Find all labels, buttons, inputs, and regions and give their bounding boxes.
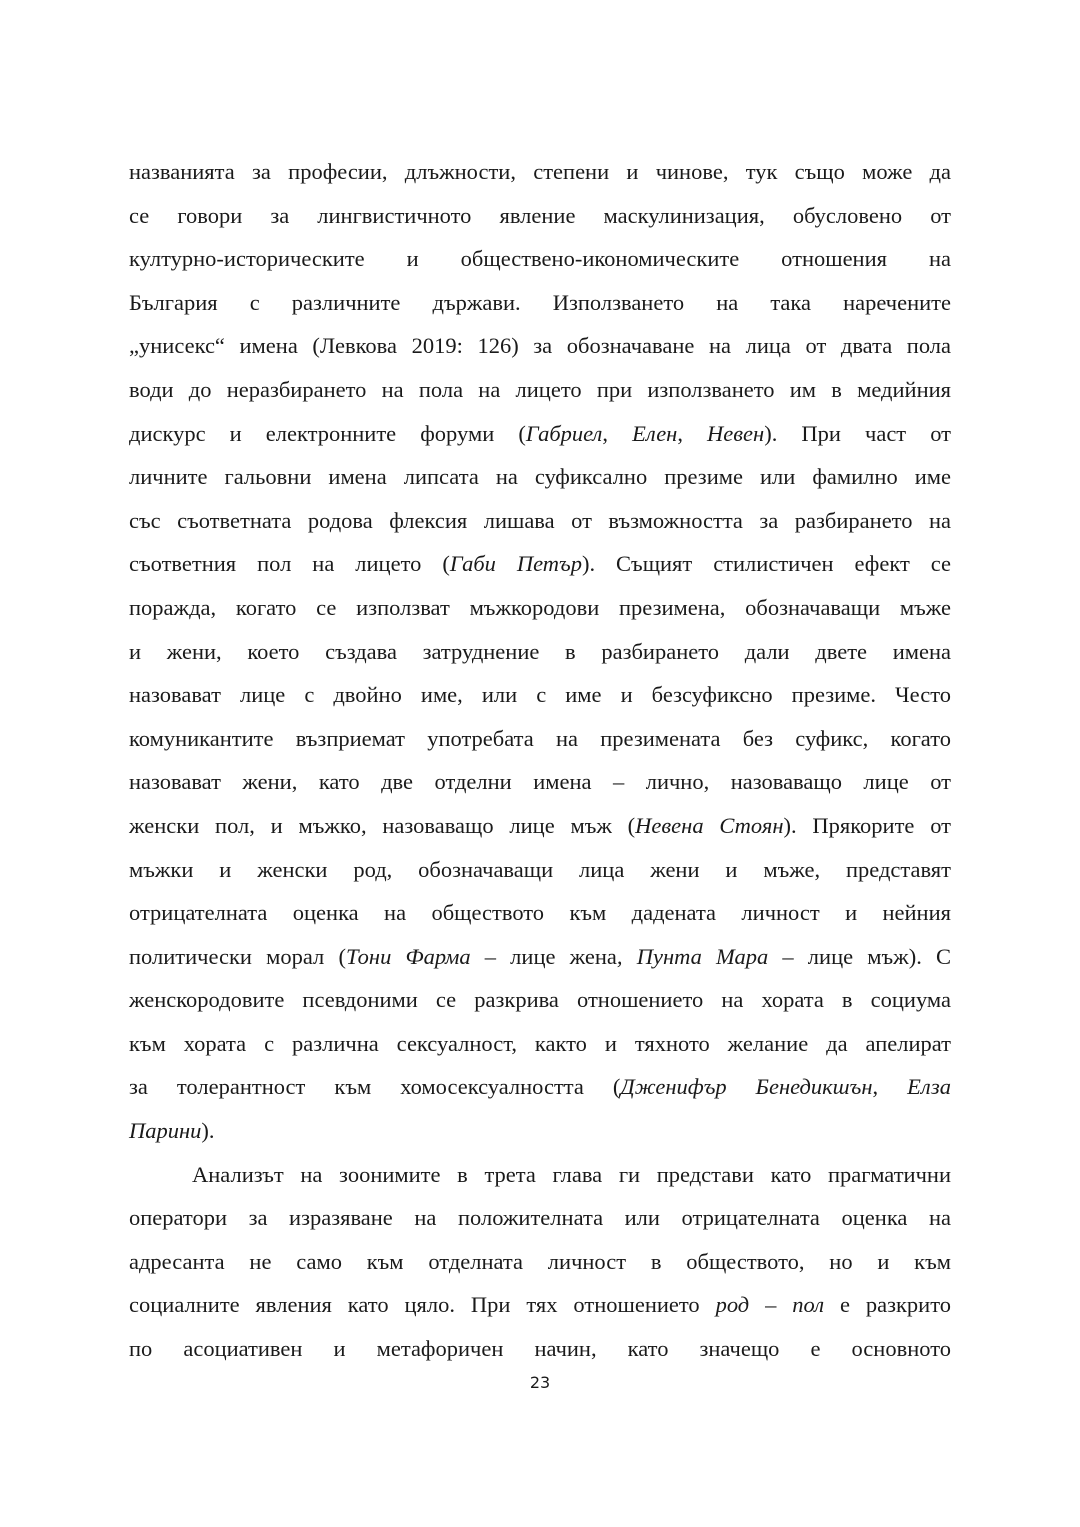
text-segment: комуникантите възприемат употребата на презимената без суфикс, когато [129, 725, 951, 751]
text-segment: ). При част от [764, 420, 951, 446]
text-segment: България с различните държави. Използването на така наречените [129, 289, 951, 315]
text-segment: личните гальовни имена липсата на суфиксално презиме или фамилно име [129, 464, 951, 490]
italic-segment: Невена Стоян [635, 812, 784, 838]
text-line [129, 1196, 951, 1240]
text-segment: със съответната родова флексия лишава от възможността за разбирането на [129, 507, 951, 533]
text-segment: води до неразбирането на пола на лицето при използването им в медийния [129, 376, 951, 402]
italic-segment: Пунта Мара [636, 943, 769, 969]
text-segment: е разкрито [824, 1292, 951, 1318]
text-segment: названията за професии, длъжности, степени и чинове, тук също може да [129, 159, 951, 184]
text-line [129, 150, 951, 194]
italic-segment: Дженифър Бенедикшън [620, 1074, 873, 1100]
text-segment: , [602, 420, 633, 446]
text-segment: назовават лице с двойно име, или с име и безсуфиксно презиме. Често [129, 682, 951, 708]
text-segment: адресанта не само към отделната личност в обществото, но и към [129, 1248, 951, 1274]
text-line [129, 848, 951, 892]
italic-segment: род – пол [715, 1292, 825, 1318]
italic-segment: Елен [632, 420, 678, 446]
text-segment: оператори за изразяване на положителната или отрицателната оценка на [129, 1205, 951, 1231]
text-segment: – лице жена [470, 943, 617, 969]
text-segment: , [677, 420, 708, 446]
text-segment: женски пол, и мъжко, назоваващо лице мъж ( [129, 812, 636, 838]
text-line [129, 542, 951, 586]
text-segment: поражда, когато се използват мъжкородови презимена, обозначаващи мъже [129, 594, 951, 620]
text-segment: ). Същият стилистичен ефект се [581, 551, 951, 577]
italic-segment: Елза [907, 1074, 952, 1100]
text-segment: съответния пол на лицето ( [129, 551, 450, 577]
italic-segment: Габриел [525, 420, 603, 446]
text-line [129, 1327, 951, 1371]
text-segment: за толерантност към хомосексуалността ( [129, 1074, 621, 1100]
text-line [129, 412, 951, 456]
text-segment: Анализът на зоонимите в трета глава ги представи като прагматични [192, 1161, 951, 1187]
text-segment: социалните явления като цяло. При тях отношението [129, 1292, 716, 1318]
italic-segment: Парини [129, 1118, 202, 1144]
italic-segment: Габи Петър [449, 551, 582, 577]
text-segment: женскородовите псевдоними се разкрива отношението на хората в социума [129, 987, 951, 1013]
text-segment: се говори за лингвистичното явление маскулинизация, обусловено от [129, 202, 951, 228]
text-line [129, 1065, 951, 1109]
text-segment: „унисекс“ имена (Левкова 2019: 126) за обозначаване на лица от двата пола [129, 333, 951, 359]
italic-segment: , [616, 943, 623, 969]
text-line [129, 978, 951, 1022]
text-line [129, 1283, 951, 1327]
text-line [129, 237, 951, 281]
text-segment: културно-историческите и обществено-икономическите отношения на [129, 246, 951, 272]
page-body [129, 150, 951, 1371]
text-line [129, 891, 951, 935]
text-segment: дискурс и електронните форуми ( [129, 420, 526, 446]
italic-segment: Невен [707, 420, 765, 446]
text-segment: и жени, което създава затруднение в разбирането дали двете имена [129, 638, 951, 664]
text-line [129, 630, 951, 674]
text-line [129, 281, 951, 325]
text-line [129, 673, 951, 717]
text-segment: мъжки и женски род, обозначаващи лица жени и мъже, представят [129, 856, 951, 882]
text-line [129, 935, 951, 979]
text-line [129, 1153, 951, 1197]
text-line [129, 194, 951, 238]
text-segment: политически морал ( [129, 943, 346, 969]
text-segment: отрицателната оценка на обществото към дадената личност и нейния [129, 900, 951, 926]
text-segment: по асоциативен и метафоричен начин, като значещо е основното [129, 1336, 951, 1362]
text-line [129, 586, 951, 630]
text-segment: ). Прякорите от [783, 812, 951, 838]
text-segment [623, 944, 637, 969]
text-line [129, 499, 951, 543]
text-line [129, 760, 951, 804]
text-segment: назовават жени, като две отделни имена – лично, назоваващо лице от [129, 769, 951, 795]
italic-segment: Тони Фарма [345, 943, 471, 969]
text-line [129, 324, 951, 368]
text-segment: – лице мъж). С [768, 943, 951, 969]
page-number: 23 [529, 1373, 551, 1392]
text-line [129, 804, 951, 848]
text-line [129, 1240, 951, 1284]
text-line [129, 717, 951, 761]
text-line [129, 1022, 951, 1066]
text-line [129, 368, 951, 412]
text-segment: , [872, 1074, 908, 1100]
text-segment: към хората с различна сексуалност, както и тяхното желание да апелират [129, 1030, 951, 1056]
text-line [129, 1109, 951, 1153]
text-line [129, 455, 951, 499]
text-segment: ). [201, 1118, 215, 1144]
